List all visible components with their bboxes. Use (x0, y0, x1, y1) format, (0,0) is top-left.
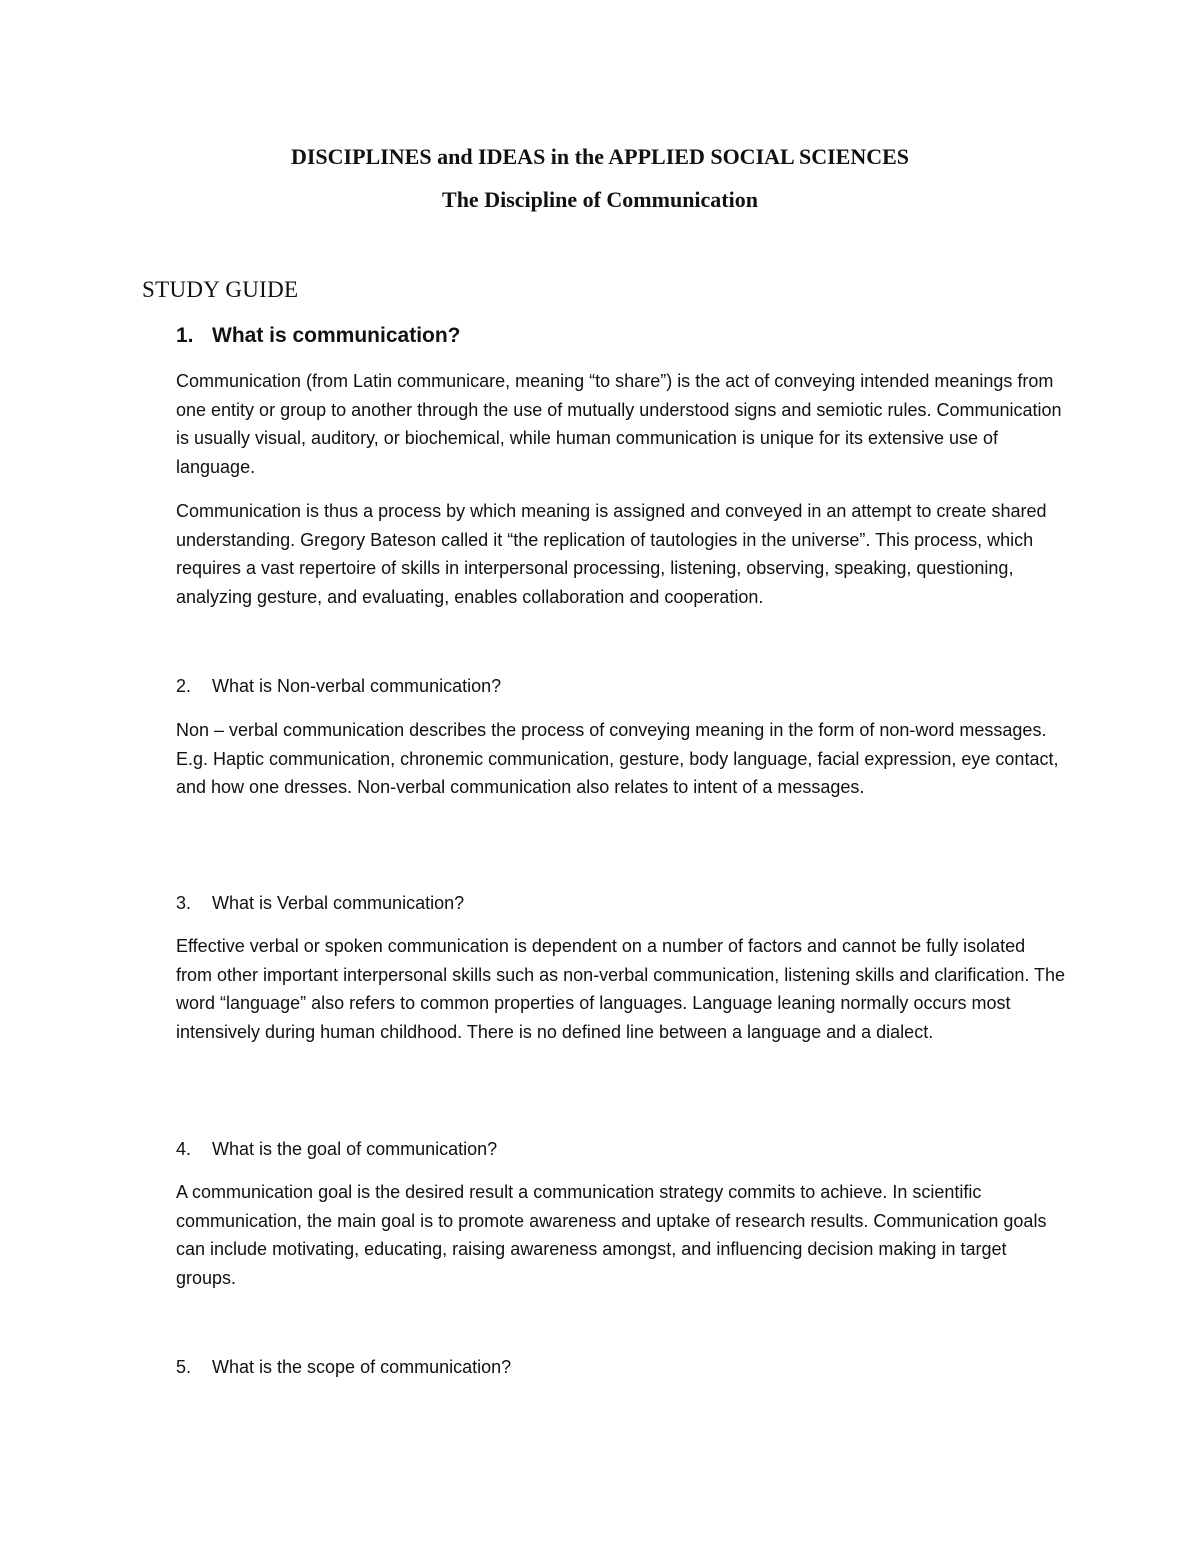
question-3-heading (176, 890, 464, 916)
question-text: What is Non-verbal communication? (212, 676, 502, 696)
document-subtitle: The Discipline of Communication (442, 187, 758, 212)
question-2-heading (176, 673, 501, 699)
question-number: 1. (176, 324, 194, 347)
question-text: What is communication? (212, 324, 461, 347)
question-text: What is the goal of communication? (212, 1139, 498, 1159)
question-number: 2. (176, 676, 192, 696)
question-text: What is Verbal communication? (212, 893, 465, 913)
question-number: 3. (176, 893, 192, 913)
question-4-heading (176, 1136, 497, 1162)
question-4-paragraph-1: A communication goal is the desired result a communication strategy commits to achieve. In scientific communication, the main goal is to promote awareness and uptake of research results. Communication goals can include motivating, educating, raising awareness amongst, and influencing decision making in target groups. (176, 1182, 1047, 1288)
document-title: DISCIPLINES and IDEAS in the APPLIED SOCIAL SCIENCES (290, 144, 910, 169)
question-5-heading (176, 1354, 511, 1380)
question-1-paragraph-2: Communication is thus a process by which meaning is assigned and conveyed in an attempt to create shared understanding. Gregory Bateson called it “the replication of tautologies in the universe”. This process, which requires a vast repertoire of skills in interpersonal processing, listening, observing, speaking, questioning, analyzing gesture, and evaluating, enables collaboration and cooperation. (176, 501, 1047, 607)
question-number: 5. (176, 1357, 192, 1377)
question-1-paragraph-1: Communication (from Latin communicare, meaning “to share”) is the act of conveying intended meanings from one entity or group to another through the use of mutually understood signs and semiotic rules. Communication is usually visual, auditory, or biochemical, while human communication is unique for its extensive use of language. (176, 371, 1062, 477)
study-guide-label: STUDY GUIDE (142, 277, 299, 302)
question-2-paragraph-1: Non – verbal communication describes the process of conveying meaning in the form of non-word messages. E.g. Haptic communication, chronemic communication, gesture, body language, facial expression, eye contact, and how one dresses. Non-verbal communication also relates to intent of a messages. (176, 720, 1059, 797)
question-text: What is the scope of communication? (212, 1357, 512, 1377)
question-number: 4. (176, 1139, 192, 1159)
question-3-paragraph-1: Effective verbal or spoken communication is dependent on a number of factors and cannot be fully isolated from other important interpersonal skills such as non-verbal communication, listening skills and clarification. The word “language” also refers to common properties of languages. Language leaning normally occurs most intensively during human childhood. There is no defined line between a language and a dialect. (176, 936, 1066, 1042)
question-1-heading (176, 323, 461, 349)
